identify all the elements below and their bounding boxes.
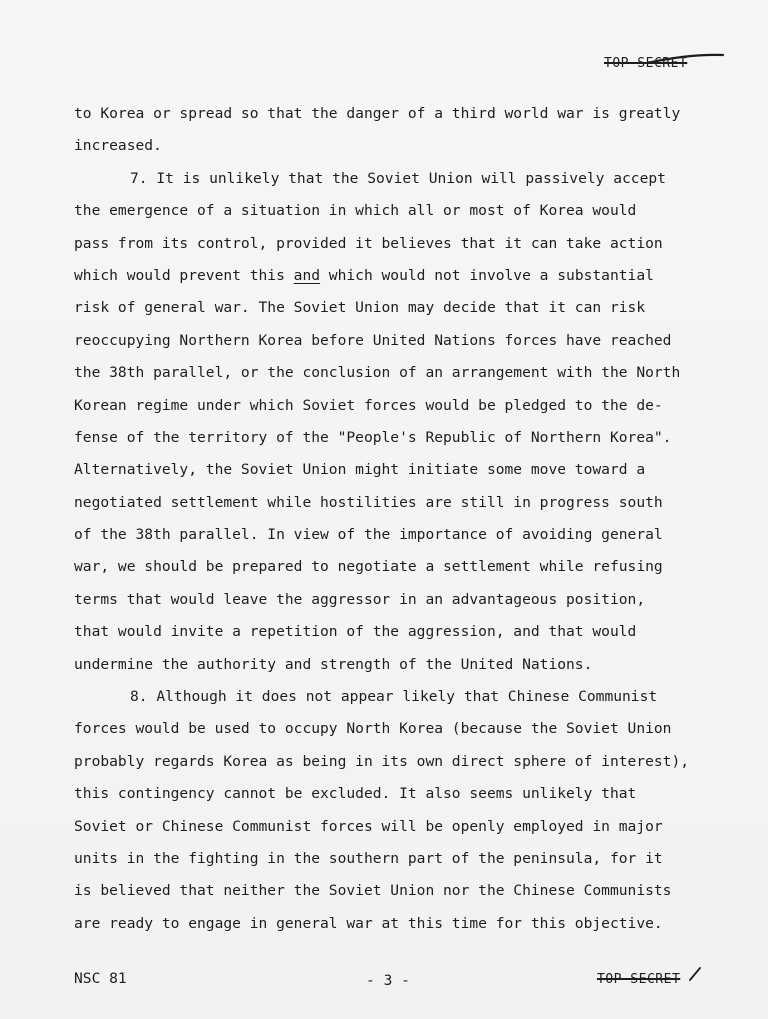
text-line: Alternatively, the Soviet Union might initiate some move toward a xyxy=(74,461,646,479)
paragraph-8-start: 8. Although it does not appear likely that Chinese Communist xyxy=(130,688,658,706)
text-line: the 38th parallel, or the conclusion of an arrangement with the North xyxy=(74,364,681,382)
text-line: terms that would leave the aggressor in an advantageous position, xyxy=(74,590,646,608)
text-line: negotiated settlement while hostilities are still in progress south xyxy=(74,493,663,511)
text-segment: which would not involve a substantial xyxy=(320,266,654,284)
text-line: risk of general war. The Soviet Union may decide that it can risk xyxy=(74,299,646,317)
underlined-word: and xyxy=(293,266,321,284)
strike-through-mark-icon xyxy=(645,52,725,66)
text-line: the emergence of a situation in which all or most of Korea would xyxy=(74,202,637,220)
text-line: fense of the territory of the "People's Republic of Northern Korea". xyxy=(74,428,672,446)
text-line: to Korea or spread so that the danger of a third world war is greatly xyxy=(74,105,681,122)
text-line: are ready to engage in general war at this time for this objective. xyxy=(74,914,663,932)
footer-classification-stamp: TOP SECRET xyxy=(597,972,681,987)
text-line: Korean regime under which Soviet forces would be pledged to the de- xyxy=(74,396,663,414)
text-line: probably regards Korea as being in its own direct sphere of interest), xyxy=(74,752,690,770)
text-line: pass from its control, provided it believes that it can take action xyxy=(74,234,663,252)
text-line xyxy=(74,260,744,292)
footer-page-number: - 3 - xyxy=(366,972,410,989)
text-line: reoccupying Northern Korea before United Nations forces have reached xyxy=(74,331,672,349)
text-segment: which would prevent this xyxy=(74,266,294,284)
document-body xyxy=(74,98,744,940)
text-line: war, we should be prepared to negotiate a settlement while refusing xyxy=(74,558,663,576)
text-line: increased. xyxy=(74,137,162,155)
footer-document-id: NSC 81 xyxy=(74,970,127,987)
handwritten-tick-icon xyxy=(688,966,702,984)
header-classification-stamp: TOP SECRET xyxy=(604,56,688,71)
text-line: that would invite a repetition of the aggression, and that would xyxy=(74,623,637,641)
text-line: undermine the authority and strength of the United Nations. xyxy=(74,655,593,673)
text-line: of the 38th parallel. In view of the importance of avoiding general xyxy=(74,526,663,544)
text-line: units in the fighting in the southern part of the peninsula, for it xyxy=(74,849,663,867)
text-line: this contingency cannot be excluded. It also seems unlikely that xyxy=(74,785,637,803)
text-line: Soviet or Chinese Communist forces will be openly employed in major xyxy=(74,817,663,835)
text-line: forces would be used to occupy North Korea (because the Soviet Union xyxy=(74,720,672,738)
paragraph-7-start: 7. It is unlikely that the Soviet Union will passively accept xyxy=(130,169,666,187)
text-line: is believed that neither the Soviet Union nor the Chinese Communists xyxy=(74,882,672,900)
